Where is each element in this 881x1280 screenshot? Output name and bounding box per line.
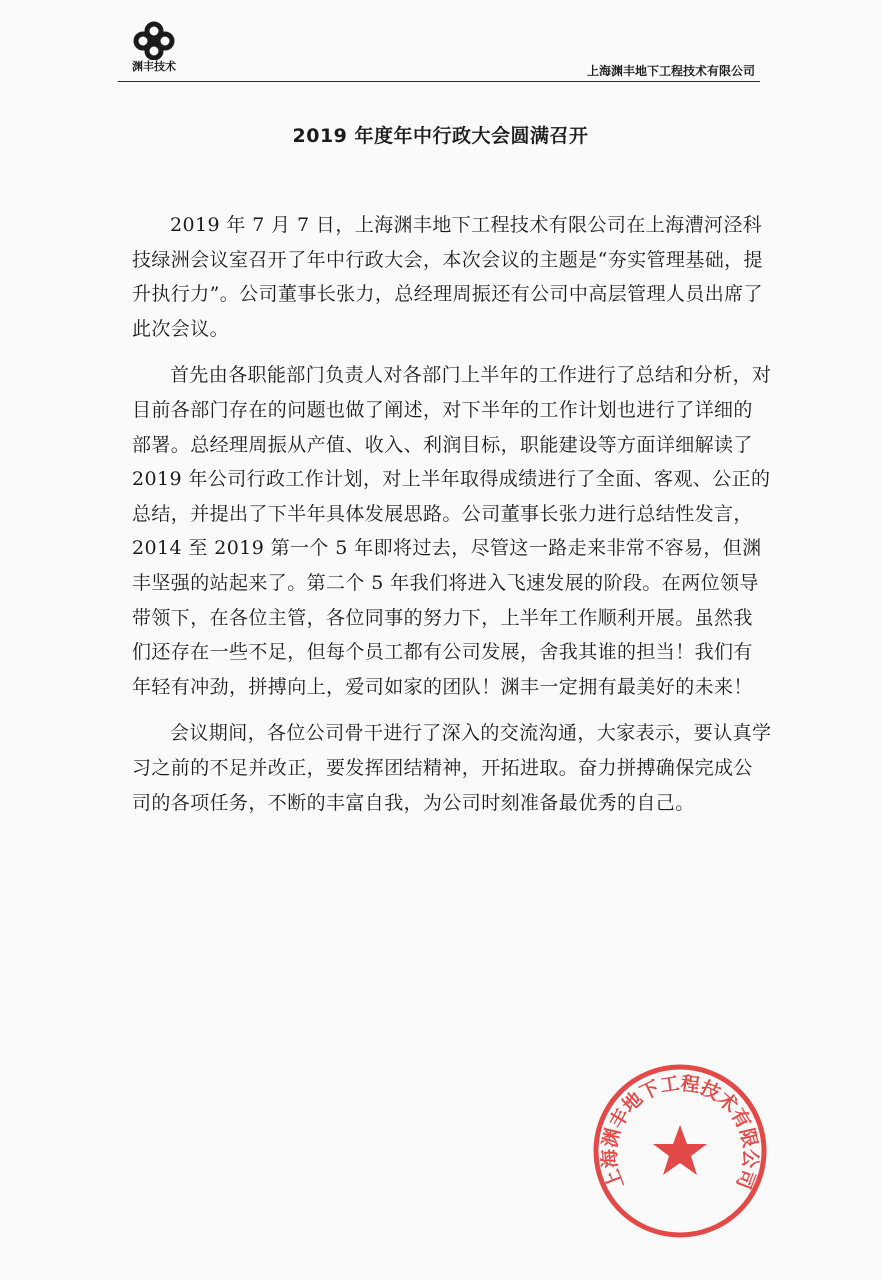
paragraph-2: 首先由各职能部门负责人对各部门上半年的工作进行了总结和分析，对目前各部门存在的问题也做了阐述，对下半年的工作计划也进行了详细的部署。总经理周振从产值、收入、利润目标，职能建设等方面详细解读了 2019 年公司行政工作计划，对上半年取得成绩进行了全面、客观、公正的总结，并提出了下半年具体发展思路。公司董事长张力进行总结性发言，2014 至 2019 第一个 5 年即将过去，尽管这一路走来非常不容易，但渊丰坚强的站起来了。第二个 5 年我们将进入飞速发展的阶段。在两位领导带领下，在各位主管，各位同事的努力下，上半年工作顺利开展。虽然我们还存在一些不足，但每个员工都有公司发展，舍我其谁的担当！我们有年轻有冲劲，拼搏向上，爱司如家的团队！渊丰一定拥有最美好的未来！ xyxy=(132,364,772,698)
paragraph-1: 2019 年 7 月 7 日，上海渊丰地下工程技术有限公司在上海漕河泾科技绿洲会议室召开了年中行政大会，本次会议的主题是“夯实管理基础，提升执行力”。公司董事长张力，总经理周振还有公司中高层管理人员出席了此次会议。 xyxy=(132,214,763,340)
seal-text: 上海渊丰地下工程技术有限公司 xyxy=(598,1072,762,1192)
company-name-header: 上海渊丰地下工程技术有限公司 xyxy=(586,64,755,78)
document-body xyxy=(132,208,772,832)
company-seal xyxy=(592,1063,768,1239)
star-icon xyxy=(653,1125,707,1175)
paragraph-3: 会议期间，各位公司骨干进行了深入的交流沟通，大家表示，要认真学习之前的不足并改正，要发挥团结精神，开拓进取。奋力拼搏确保完成公司的各项任务，不断的丰富自我，为公司时刻准备最优秀的自己。 xyxy=(132,722,772,814)
header-divider xyxy=(118,81,760,82)
document-title: 2019 年度年中行政大会圆满召开 xyxy=(292,125,589,147)
logo-text: 渊丰技术 xyxy=(132,60,176,73)
